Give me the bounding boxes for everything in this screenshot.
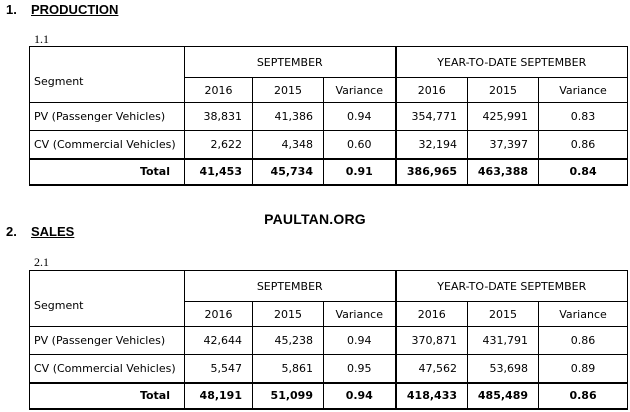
value-cell: 47,562 — [396, 355, 468, 383]
ytd-group-header: YEAR-TO-DATE SEPTEMBER — [396, 271, 628, 302]
segment-header: Segment — [30, 271, 185, 327]
column-header: 2015 — [253, 78, 324, 103]
total-label: Total — [30, 159, 185, 185]
value-cell: 370,871 — [396, 327, 468, 355]
variance-cell: 0.94 — [324, 327, 396, 355]
total-value-cell: 485,489 — [468, 383, 539, 409]
total-value-cell: 51,099 — [253, 383, 324, 409]
segment-header: Segment — [30, 47, 185, 103]
variance-cell: 0.86 — [539, 327, 628, 355]
production-title: PRODUCTION — [31, 2, 119, 17]
variance-cell: 0.95 — [324, 355, 396, 383]
column-header: 2015 — [468, 302, 539, 327]
production-heading — [6, 2, 118, 17]
production-subsection-number: 1.1 — [34, 32, 49, 46]
value-cell: 4,348 — [253, 131, 324, 159]
total-variance-cell: 0.94 — [324, 383, 396, 409]
column-header: 2016 — [185, 302, 253, 327]
sales-heading — [6, 224, 74, 239]
sales-subsection-number: 2.1 — [34, 255, 49, 269]
column-header: Variance — [324, 78, 396, 103]
sales-table — [29, 270, 628, 410]
column-header: 2016 — [396, 302, 468, 327]
total-variance-cell: 0.91 — [324, 159, 396, 185]
segment-cell: CV (Commercial Vehicles) — [30, 131, 185, 159]
value-cell: 45,238 — [253, 327, 324, 355]
september-group-header: SEPTEMBER — [185, 271, 396, 302]
table-row — [30, 103, 628, 131]
column-header: Variance — [539, 302, 628, 327]
total-value-cell: 418,433 — [396, 383, 468, 409]
variance-cell: 0.86 — [539, 131, 628, 159]
total-value-cell: 386,965 — [396, 159, 468, 185]
value-cell: 42,644 — [185, 327, 253, 355]
total-row — [30, 383, 628, 409]
ytd-group-header: YEAR-TO-DATE SEPTEMBER — [396, 47, 628, 78]
column-header: 2016 — [185, 78, 253, 103]
total-variance-cell: 0.84 — [539, 159, 628, 185]
value-cell: 53,698 — [468, 355, 539, 383]
value-cell: 431,791 — [468, 327, 539, 355]
column-header: 2015 — [253, 302, 324, 327]
segment-cell: PV (Passenger Vehicles) — [30, 327, 185, 355]
value-cell: 5,861 — [253, 355, 324, 383]
value-cell: 38,831 — [185, 103, 253, 131]
value-cell: 354,771 — [396, 103, 468, 131]
variance-cell: 0.83 — [539, 103, 628, 131]
total-label: Total — [30, 383, 185, 409]
variance-cell: 0.89 — [539, 355, 628, 383]
total-value-cell: 463,388 — [468, 159, 539, 185]
value-cell: 5,547 — [185, 355, 253, 383]
total-row — [30, 159, 628, 185]
total-value-cell: 41,453 — [185, 159, 253, 185]
variance-cell: 0.60 — [324, 131, 396, 159]
value-cell: 32,194 — [396, 131, 468, 159]
total-variance-cell: 0.86 — [539, 383, 628, 409]
column-header: 2016 — [396, 78, 468, 103]
production-number: 1. — [6, 2, 17, 17]
total-value-cell: 45,734 — [253, 159, 324, 185]
table-row — [30, 355, 628, 383]
value-cell: 41,386 — [253, 103, 324, 131]
segment-cell: PV (Passenger Vehicles) — [30, 103, 185, 131]
total-value-cell: 48,191 — [185, 383, 253, 409]
column-header: Variance — [324, 302, 396, 327]
value-cell: 37,397 — [468, 131, 539, 159]
table-row — [30, 327, 628, 355]
sales-number: 2. — [6, 224, 17, 239]
value-cell: 425,991 — [468, 103, 539, 131]
column-header: Variance — [539, 78, 628, 103]
segment-cell: CV (Commercial Vehicles) — [30, 355, 185, 383]
variance-cell: 0.94 — [324, 103, 396, 131]
column-header: 2015 — [468, 78, 539, 103]
table-row — [30, 131, 628, 159]
watermark: PAULTAN.ORG — [264, 211, 366, 227]
sales-title: SALES — [31, 224, 75, 239]
value-cell: 2,622 — [185, 131, 253, 159]
production-table — [29, 46, 628, 186]
september-group-header: SEPTEMBER — [185, 47, 396, 78]
